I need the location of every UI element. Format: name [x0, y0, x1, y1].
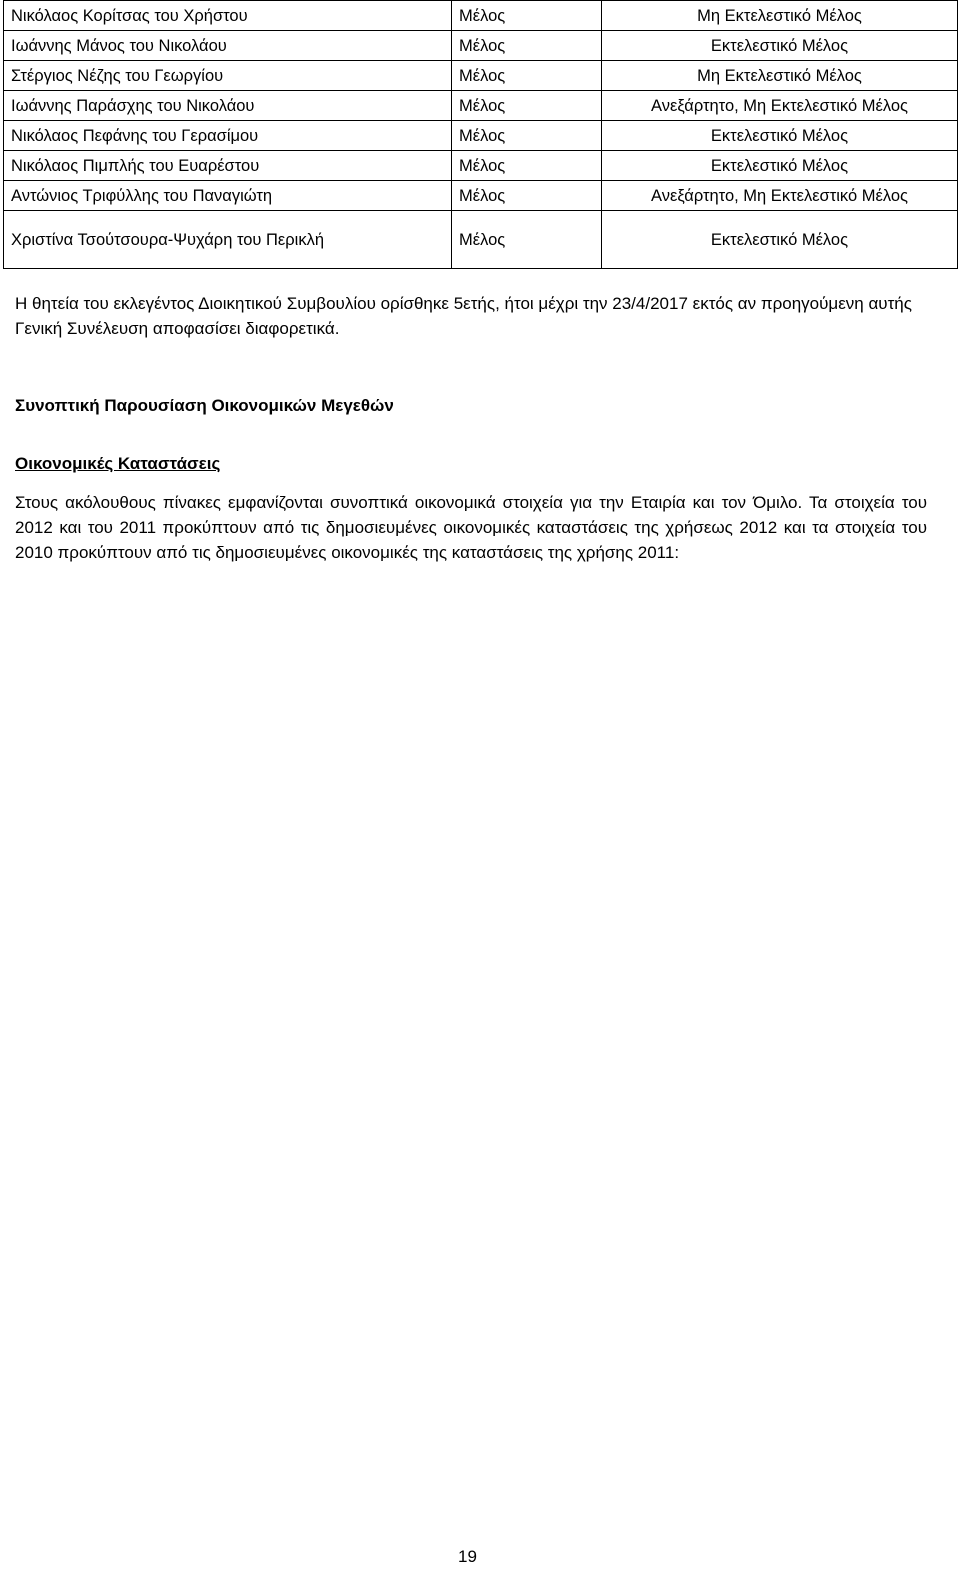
member-status: Εκτελεστικό Μέλος [602, 121, 958, 151]
member-status: Μη Εκτελεστικό Μέλος [602, 1, 958, 31]
table-row [4, 151, 958, 181]
member-role: Μέλος [452, 31, 602, 61]
table-row [4, 61, 958, 91]
member-name: Νικόλαος Κορίτσας του Χρήστου [4, 1, 452, 31]
board-term-paragraph: Η θητεία του εκλεγέντος Διοικητικού Συμβουλίου ορίσθηκε 5ετής, ήτοι μέχρι την 23/4/2017 εκτός αν προηγούμενη αυτής Γενική Συνέλευση αποφασίσει διαφορετικά. [15, 294, 912, 338]
financial-intro-paragraph: Στους ακόλουθους πίνακες εμφανίζονται συνοπτικά οικονομικά στοιχεία για την Εταιρία και τον Όμιλο. Τα στοιχεία του 2012 και του 2011 προκύπτουν από τις δημοσιευμένες οικονομικές καταστάσεις της χρήσεως 2012 και τα στοιχεία του 2010 προκύπτουν από τις δημοσιευμένες οικονομικές της καταστάσεις της χρήσης 2011: [15, 493, 927, 562]
member-role: Μέλος [452, 61, 602, 91]
member-status: Εκτελεστικό Μέλος [602, 211, 958, 269]
member-status: Εκτελεστικό Μέλος [602, 151, 958, 181]
table-row [4, 181, 958, 211]
member-status: Ανεξάρτητο, Μη Εκτελεστικό Μέλος [602, 181, 958, 211]
table-row [4, 91, 958, 121]
member-name: Νικόλαος Πιμπλής του Ευαρέστου [4, 151, 452, 181]
member-name: Στέργιος Νέζης του Γεωργίου [4, 61, 452, 91]
page-number: 19 [458, 1547, 477, 1566]
table-row [4, 31, 958, 61]
member-role: Μέλος [452, 1, 602, 31]
board-members-table [3, 0, 958, 269]
member-role: Μέλος [452, 151, 602, 181]
section-title: Συνοπτική Παρουσίαση Οικονομικών Μεγεθών [15, 396, 394, 415]
member-status: Ανεξάρτητο, Μη Εκτελεστικό Μέλος [602, 91, 958, 121]
table-row [4, 1, 958, 31]
member-name: Χριστίνα Τσούτσουρα-Ψυχάρη του Περικλή [4, 211, 452, 269]
member-status: Εκτελεστικό Μέλος [602, 31, 958, 61]
member-role: Μέλος [452, 91, 602, 121]
member-role: Μέλος [452, 181, 602, 211]
member-name: Αντώνιος Τριφύλλης του Παναγιώτη [4, 181, 452, 211]
member-status: Μη Εκτελεστικό Μέλος [602, 61, 958, 91]
table-row [4, 121, 958, 151]
member-name: Ιωάννης Παράσχης του Νικολάου [4, 91, 452, 121]
member-name: Ιωάννης Μάνος του Νικολάου [4, 31, 452, 61]
member-name: Νικόλαος Πεφάνης του Γερασίμου [4, 121, 452, 151]
table-row [4, 211, 958, 269]
member-role: Μέλος [452, 211, 602, 269]
subsection-title: Οικονομικές Καταστάσεις [15, 454, 221, 473]
member-role: Μέλος [452, 121, 602, 151]
